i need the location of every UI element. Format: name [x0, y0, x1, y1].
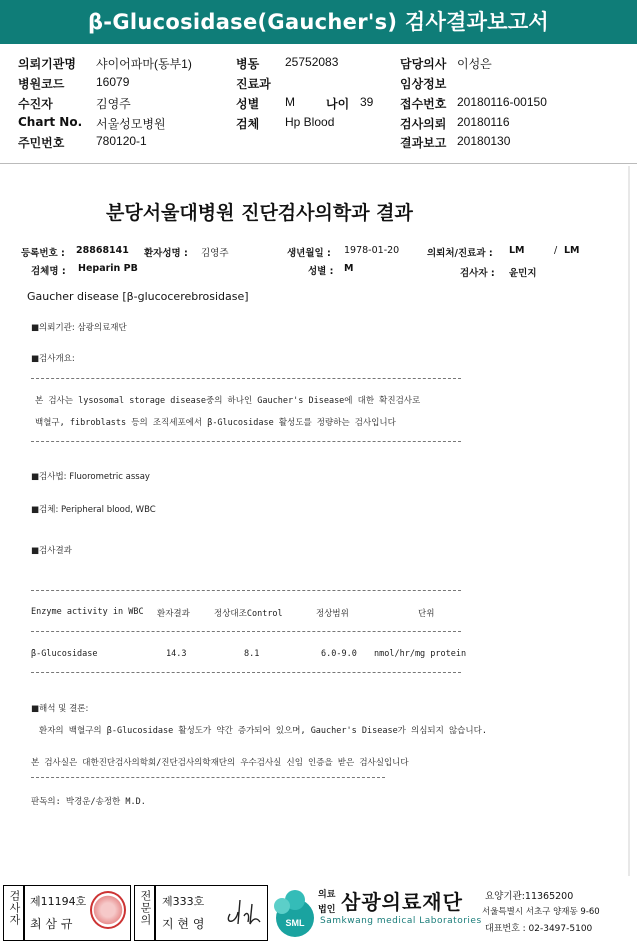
dept-label: 의뢰처/진료과 :	[427, 248, 493, 259]
address: 서울특별시 서초구 양재동 9-60	[482, 907, 600, 917]
patient-name-value: 김영주	[201, 248, 229, 259]
lab-report-title: 분당서울대병원 진단검사의학과 결과	[106, 202, 413, 224]
sex-label: 성별 :	[308, 266, 334, 277]
footer	[0, 880, 637, 950]
info-value: 김영주	[96, 97, 131, 111]
overview-heading: ■검사개요:	[31, 354, 75, 364]
reg-label: 등록번호 :	[21, 248, 65, 259]
info-value: 20180130	[457, 134, 511, 148]
agency-line: ■의뢰기관: 삼광의료재단	[31, 323, 127, 333]
specimen-label: 검체명 :	[31, 266, 66, 277]
org-english-name: Samkwang medical Laboratories	[320, 916, 482, 926]
report-title: β-Glucosidase(Gaucher's) 검사결과보고서	[87, 10, 550, 34]
examiner-license: 제11194호	[30, 895, 87, 908]
signature-icon	[222, 894, 262, 930]
info-label: 진료과	[236, 77, 271, 91]
specialist-name: 지 현 영	[162, 917, 205, 931]
dashed-rule	[31, 777, 385, 778]
info-label: 병원코드	[18, 77, 65, 91]
info-label: 수진자	[18, 97, 53, 111]
examiner-label: 검사자 :	[460, 268, 495, 279]
interpretation-heading: ■해석 및 결론:	[31, 704, 89, 714]
table-header-2: 환자결과	[157, 609, 190, 619]
result-heading: ■검사결과	[31, 546, 72, 556]
info-label: 의뢰기관명	[18, 57, 76, 71]
dashed-rule	[31, 378, 461, 379]
examiner-name: 최 삼 규	[30, 917, 73, 931]
sml-logo-icon	[272, 886, 318, 940]
sex-value: M	[344, 263, 354, 274]
table-cell-test: β-Glucosidase	[31, 649, 98, 659]
info-label: Chart No.	[18, 115, 83, 129]
info-label: 검사의뢰	[400, 117, 447, 131]
info-label: 나이	[326, 97, 350, 111]
info-label: 임상정보	[400, 77, 447, 91]
info-value: 서울성모병원	[96, 117, 166, 131]
info-value: 이성은	[457, 57, 492, 71]
info-label: 접수번호	[400, 97, 447, 111]
table-cell-unit: nmol/hr/mg protein	[374, 649, 467, 659]
test-name: Gaucher disease [β-glucocerebrosidase]	[27, 290, 249, 303]
table-cell-range: 6.0-9.0	[321, 649, 357, 659]
specialist-vertical-label: 전문의	[139, 890, 152, 926]
org-name: 삼광의료재단	[341, 890, 463, 914]
dob-label: 생년월일 :	[287, 248, 331, 259]
dashed-rule	[31, 441, 461, 442]
info-label: 주민번호	[18, 136, 65, 150]
info-value: 16079	[96, 75, 130, 89]
overview-line-2: 백혈구, fibroblasts 등의 조직세포에서 β-Glucosidase 활성도를 정량하는 검사입니다	[35, 418, 396, 428]
info-value: 780120-1	[96, 134, 147, 148]
reg-value: 28868141	[76, 245, 129, 256]
phone: 대표번호 : 02-3497-5100	[485, 924, 593, 934]
dept-slash: /	[554, 245, 558, 256]
method-line: ■검사법: Fluorometric assay	[31, 472, 150, 482]
info-label: 검체	[236, 117, 260, 131]
patient-name-label: 환자성명 :	[144, 248, 188, 259]
dept-value: LM	[509, 245, 525, 256]
examiner-value: 윤민지	[509, 268, 537, 279]
info-label: 결과보고	[400, 136, 447, 150]
dashed-rule	[31, 672, 461, 673]
org-prefix-1: 의료	[318, 890, 336, 900]
table-header-4: 정상범위	[316, 609, 349, 619]
org-prefix-2: 법인	[318, 905, 336, 915]
dept-value-2: LM	[564, 245, 580, 256]
info-value: Hp Blood	[285, 115, 335, 129]
overview-line-1: 본 검사는 lysosomal storage disease중의 하나인 Gaucher's Disease에 대한 확진검사로	[35, 396, 421, 406]
dashed-rule	[31, 631, 461, 632]
specimen-line: ■검체: Peripheral blood, WBC	[31, 505, 156, 515]
specialist-license: 제333호	[162, 895, 205, 908]
table-cell-result: 14.3	[166, 649, 187, 659]
logo-text: SML	[285, 918, 305, 928]
report-title-bar	[0, 0, 637, 44]
info-value: 20180116-00150	[457, 95, 547, 109]
table-cell-control: 8.1	[244, 649, 260, 659]
info-label: 담당의사	[400, 57, 447, 71]
examiner-seal-icon	[90, 891, 126, 929]
reader-line: 판독의: 박경운/송정한 M.D.	[31, 797, 146, 807]
certification-line: 본 검사실은 대한진단검사의학회/진단검사의학재단의 우수검사실 신임 인증을 받은 검사실입니다	[31, 758, 409, 768]
scanned-report-sheet	[14, 166, 630, 876]
institution-code: 요양기관:11365200	[485, 891, 574, 902]
table-header-1: Enzyme activity in WBC	[31, 607, 144, 617]
info-value: 20180116	[457, 115, 510, 129]
info-value: M	[285, 95, 295, 109]
table-header-5: 단위	[418, 609, 435, 619]
section-divider	[0, 163, 637, 164]
table-header-3: 정상대조Control	[214, 609, 283, 619]
info-value: 샤이어파마(동부1)	[96, 57, 192, 71]
info-value: 39	[360, 95, 374, 109]
info-value: 25752083	[285, 55, 339, 69]
patient-info-panel	[8, 44, 634, 164]
dashed-rule	[31, 590, 461, 591]
interpretation-line: 환자의 백혈구의 β-Glucosidase 활성도가 약간 증가되어 있으며, Gaucher's Disease가 의심되지 않습니다.	[39, 726, 487, 736]
info-label: 성별	[236, 97, 260, 111]
dob-value: 1978-01-20	[344, 245, 400, 256]
info-label: 병동	[236, 57, 260, 71]
specimen-value: Heparin PB	[78, 263, 138, 274]
examiner-vertical-label: 검사자	[8, 890, 21, 926]
